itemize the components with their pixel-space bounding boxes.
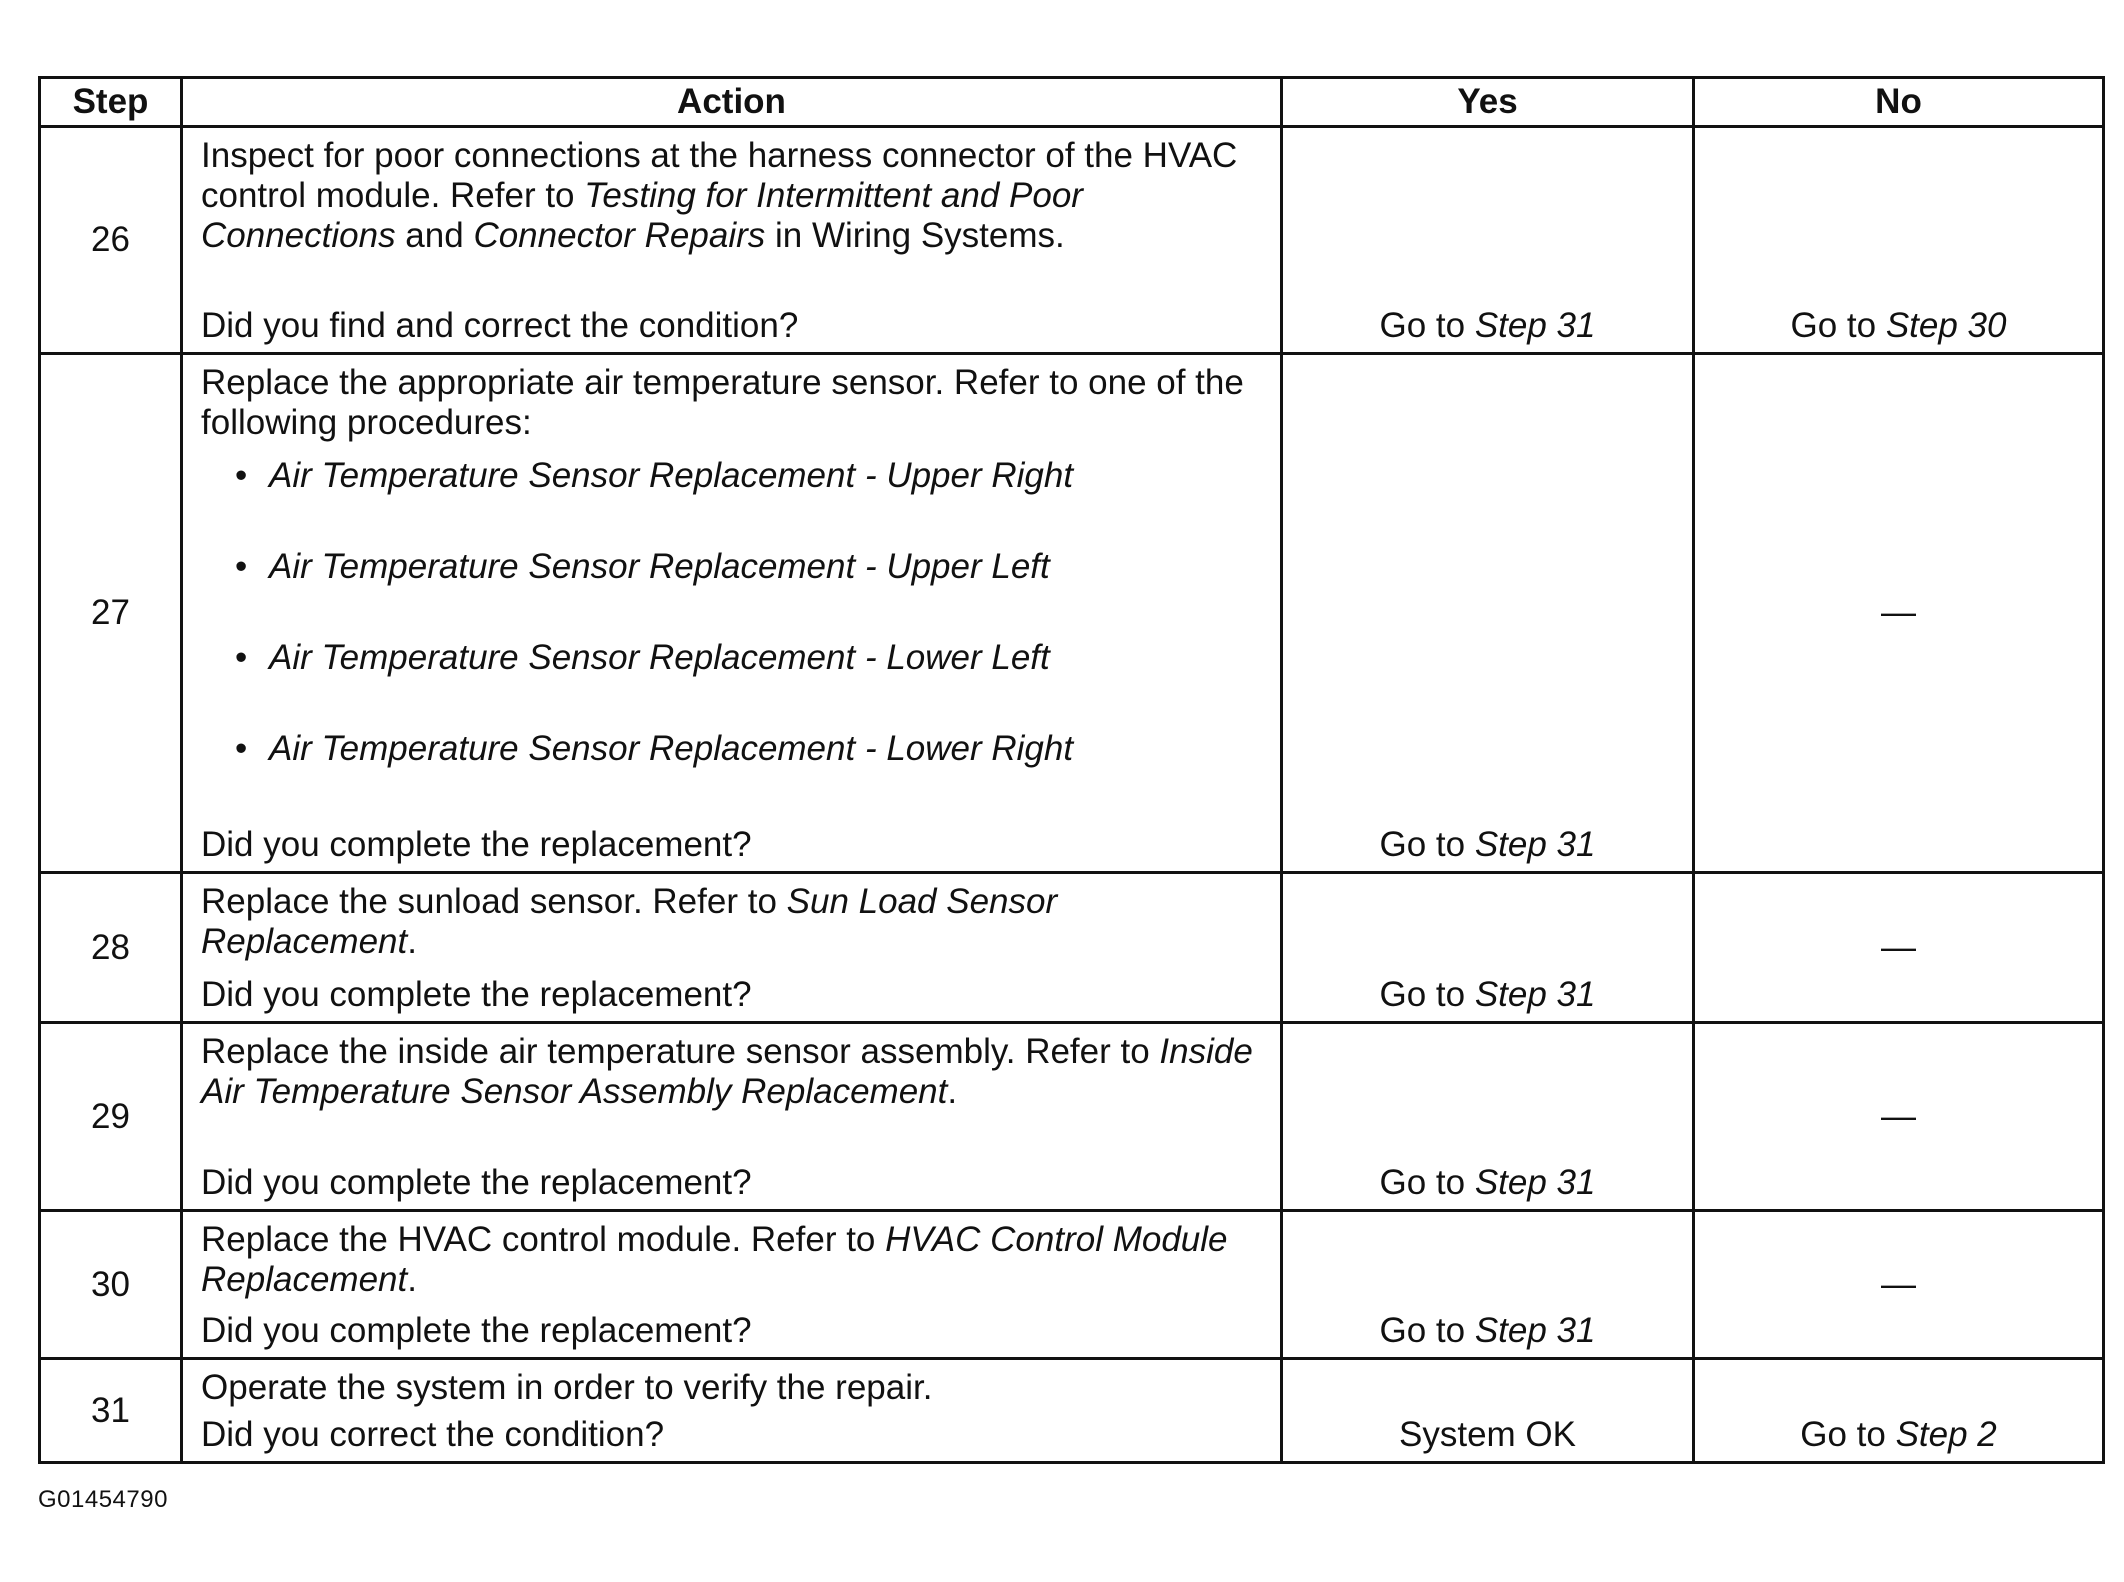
action-question: Did you correct the condition?: [201, 1415, 665, 1454]
action-text: Inspect for poor connections at the harness connector of the HVAC control module. Refer to Testing for Intermittent and Poor Connections and Connector Repairs in Wiring Systems.: [201, 136, 1238, 255]
action-cell: [182, 127, 1282, 354]
step-number: 27: [40, 354, 182, 873]
table-row-step-29: [40, 1023, 2104, 1211]
table-header-row: [40, 78, 2104, 127]
list-item: • Air Temperature Sensor Replacement - Lower Right: [235, 729, 1074, 768]
action-question: Did you complete the replacement?: [201, 825, 752, 864]
header-step: Step: [40, 78, 182, 127]
list-item: • Air Temperature Sensor Replacement - Upper Left: [235, 547, 1050, 586]
no-cell: [1694, 1211, 2104, 1359]
table-row-step-27: [40, 354, 2104, 873]
action-text: Replace the inside air temperature sensor assembly. Refer to Inside Air Temperature Sensor Assembly Replacement.: [201, 1032, 1253, 1111]
action-cell: [182, 1359, 1282, 1463]
yes-result: Go to Step 31: [1379, 1311, 1596, 1350]
header-no: No: [1694, 78, 2104, 127]
procedure-list: [201, 456, 1262, 769]
yes-cell: [1282, 873, 1694, 1023]
table-row-step-31: [40, 1359, 2104, 1463]
yes-result: Go to Step 31: [1379, 1163, 1596, 1202]
action-cell: [182, 354, 1282, 873]
yes-result: Go to Step 31: [1379, 975, 1596, 1014]
table-row-step-30: [40, 1211, 2104, 1359]
header-yes: Yes: [1282, 78, 1694, 127]
yes-cell: [1282, 127, 1694, 354]
no-result: Go to Step 30: [1790, 306, 2007, 345]
action-question: Did you complete the replacement?: [201, 1311, 752, 1350]
figure-id: G01454790: [38, 1486, 168, 1513]
list-item: • Air Temperature Sensor Replacement - Lower Left: [235, 638, 1050, 677]
table-row-step-28: [40, 873, 2104, 1023]
no-cell: [1694, 1023, 2104, 1211]
yes-cell: [1282, 1359, 1694, 1463]
table-row-step-26: [40, 127, 2104, 354]
no-result-dash: —: [1881, 593, 1916, 632]
yes-result: Go to Step 31: [1379, 306, 1596, 345]
step-number: 31: [40, 1359, 182, 1463]
action-text: Operate the system in order to verify the repair.: [201, 1368, 933, 1407]
yes-cell: [1282, 1211, 1694, 1359]
no-result: Go to Step 2: [1800, 1415, 1997, 1454]
action-text: Replace the appropriate air temperature sensor. Refer to one of the following procedures: • Air Temperature Sensor Replacement - Upper Right • Air Temperature Sensor Replacement - Upper Left • Air Temperature Sensor Replacement - Lower Left • Air Temperature Sensor Replacement - Lower Right: [183, 355, 1280, 777]
action-text: Replace the HVAC control module. Refer to HVAC Control Module Replacement.: [201, 1220, 1228, 1299]
action-cell: [182, 1211, 1282, 1359]
no-result-dash: —: [1881, 927, 1916, 967]
no-cell: [1694, 127, 2104, 354]
action-question: Did you complete the replacement?: [201, 975, 752, 1014]
yes-cell: [1282, 354, 1694, 873]
no-cell: [1694, 354, 2104, 873]
header-action: Action: [182, 78, 1282, 127]
action-cell: [182, 1023, 1282, 1211]
step-number: 29: [40, 1023, 182, 1211]
action-question: Did you find and correct the condition?: [201, 306, 799, 345]
action-cell: [182, 873, 1282, 1023]
step-number: 30: [40, 1211, 182, 1359]
no-result-dash: —: [1881, 1264, 1916, 1304]
step-number: 26: [40, 127, 182, 354]
action-text: Replace the sunload sensor. Refer to Sun Load Sensor Replacement.: [201, 882, 1058, 961]
list-item: • Air Temperature Sensor Replacement - Upper Right: [235, 456, 1074, 495]
yes-result: System OK: [1399, 1415, 1576, 1454]
no-cell: [1694, 1359, 2104, 1463]
diagnostic-steps-table: [38, 76, 2105, 1464]
step-number: 28: [40, 873, 182, 1023]
action-question: Did you complete the replacement?: [201, 1163, 752, 1202]
yes-result: Go to Step 31: [1379, 825, 1596, 864]
no-cell: [1694, 873, 2104, 1023]
yes-cell: [1282, 1023, 1694, 1211]
no-result-dash: —: [1881, 1096, 1916, 1136]
